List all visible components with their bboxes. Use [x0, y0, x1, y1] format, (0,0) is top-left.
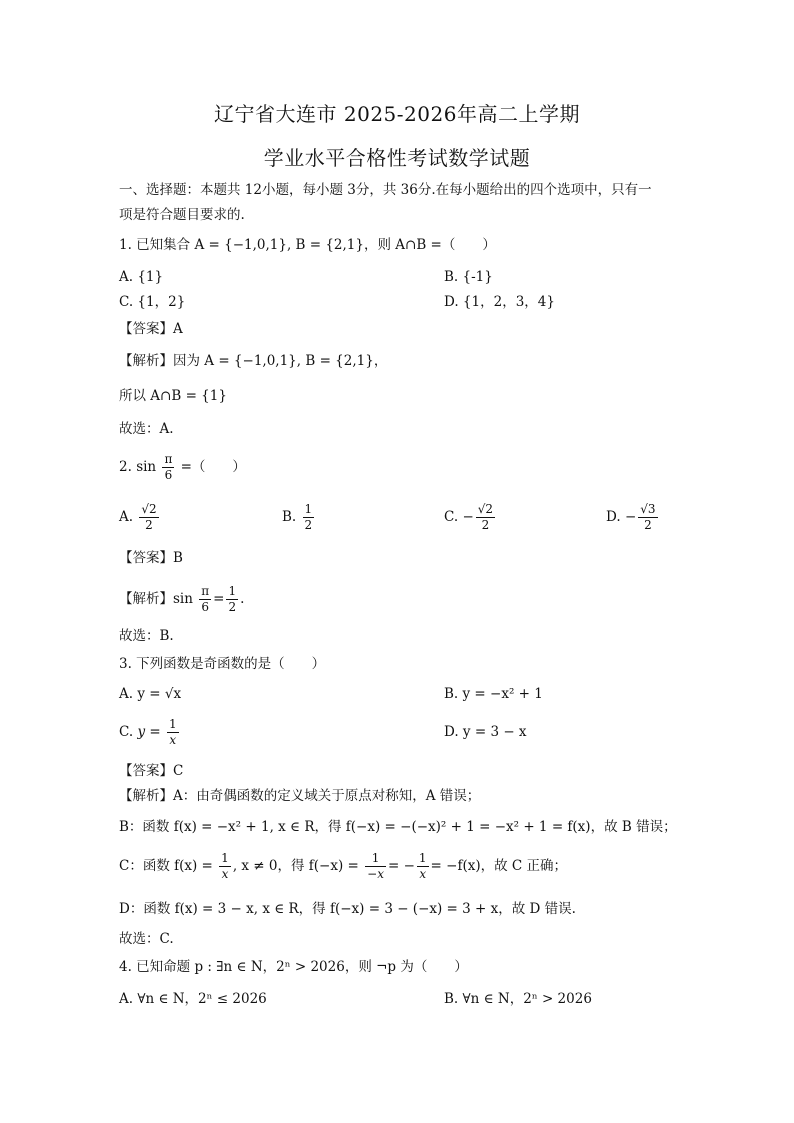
section-intro-1: 一、选择题：本题共 12小题，每小题 3分，共 36分.在每小题给出的四个选项中，只有一 — [119, 182, 652, 198]
title-line-2: 学业水平合格性考试数学试题 — [263, 146, 531, 170]
q3-explain-c-prefix: C：函数 f(x) = — [119, 858, 213, 874]
q1-option-b: B. {-1} — [444, 269, 493, 285]
q3-explain-c — [119, 851, 567, 882]
q2-explain-prefix: 【解析】 — [119, 591, 173, 607]
q3-ec-num1: 1 — [221, 851, 229, 865]
q2-a-den: 2 — [145, 518, 153, 532]
q4-option-a: A. ∀n ∈ N，2ⁿ ≤ 2026 — [119, 991, 267, 1007]
q2-b-num: 1 — [304, 502, 313, 516]
q2-explain-end: . — [240, 591, 245, 607]
q2-explain-frac — [199, 584, 211, 615]
q2-a-frac — [139, 502, 158, 533]
q3-c-y: y = — [137, 724, 161, 740]
q2-frac — [162, 452, 174, 483]
q2-d-label: D. — [606, 509, 621, 525]
q1-option-a: A. {1} — [119, 269, 164, 285]
q2-explain-num: π — [201, 584, 210, 598]
q2-eq-paren: =（ ） — [180, 459, 246, 475]
q1-option-d: D. {1，2，3，4} — [444, 294, 555, 310]
q3-option-a: A. y = √x — [119, 686, 182, 702]
q3-ec-num3: 1 — [418, 851, 427, 865]
q1-answer: 【答案】A — [119, 321, 183, 337]
q3-option-b: B. y = −x² + 1 — [444, 686, 543, 702]
q3-ec-den2: −x — [367, 867, 384, 881]
q3-c-label: C. — [119, 724, 134, 740]
q2-b-frac — [303, 502, 315, 533]
q2-answer: 【答案】B — [119, 550, 183, 566]
q2-frac-num: π — [164, 452, 173, 466]
q3-explain-c-frac2 — [365, 851, 386, 882]
q3-answer: 【答案】C — [119, 763, 184, 779]
q3-c-frac — [167, 717, 179, 748]
q2-a-label: A. — [119, 509, 134, 525]
q2-b-label: B. — [282, 509, 297, 525]
q2-stem — [119, 452, 246, 483]
q3-c-num: 1 — [168, 717, 177, 731]
q3-explain-c-frac3 — [417, 851, 429, 882]
q3-explain-c-frac1 — [219, 851, 231, 882]
q2-option-b — [282, 502, 316, 533]
q3-choose: 故选：C. — [119, 931, 174, 947]
q3-ec-num2: 1 — [365, 851, 386, 867]
title-line-1: 辽宁省大连市 2025-2026年高二上学期 — [214, 102, 580, 126]
q2-c-den: 2 — [481, 518, 490, 532]
q2-d-minus: − — [624, 509, 637, 525]
q2-num: 2. — [119, 459, 132, 475]
q3-ec-den1: x — [221, 867, 229, 881]
q2-frac-den: 6 — [164, 468, 173, 482]
q2-explain-sin: sin — [173, 591, 193, 607]
q1-explain-2: 所以 A∩B = {1} — [119, 388, 227, 404]
q3-explain-c-mid1: , x ≠ 0，得 f(−x) = — [232, 858, 359, 874]
q3-explain-c-end: = −f(x)，故 C 正确； — [430, 858, 568, 874]
q2-explain-eq: = — [213, 591, 225, 607]
section-intro-2: 项是符合题目要求的. — [119, 207, 245, 223]
q4-option-b: B. ∀n ∈ N，2ⁿ > 2026 — [444, 991, 592, 1007]
q2-d-num: √3 — [640, 502, 656, 516]
q2-b-den: 2 — [304, 518, 313, 532]
q2-explain-den: 6 — [201, 600, 210, 614]
q2-option-d — [606, 502, 660, 533]
q1-explain-1: 【解析】因为 A = {−1,0,1}, B = {2,1}， — [119, 353, 388, 369]
q2-sin: sin — [136, 459, 157, 475]
q2-result-num: 1 — [228, 584, 237, 598]
q2-option-c — [444, 502, 497, 533]
q3-explain-b: B：函数 f(x) = −x² + 1, x ∈ R，得 f(−x) = −(−x)² + 1 = −x² + 1 = f(x)，故 B 错误； — [119, 819, 677, 835]
q2-result-den: 2 — [228, 600, 237, 614]
q2-c-label: C. — [444, 509, 459, 525]
q1-stem: 1. 已知集合 A = {−1,0,1}, B = {2,1}，则 A∩B =（ ） — [119, 237, 496, 253]
q3-explain-d: D：函数 f(x) = 3 − x, x ∈ R，得 f(−x) = 3 − (−x) = 3 + x，故 D 错误. — [119, 901, 576, 917]
q2-d-frac — [638, 502, 657, 533]
q3-stem: 3. 下列函数是奇函数的是（ ） — [119, 656, 326, 672]
q2-c-num: √2 — [477, 502, 494, 516]
q2-d-den: 2 — [644, 518, 652, 532]
q1-option-c: C. {1，2} — [119, 294, 186, 310]
q3-explain-c-mid2: = − — [387, 858, 415, 874]
q3-c-den: x — [169, 733, 177, 747]
q3-ec-den3: x — [419, 867, 427, 881]
q2-c-minus: − — [462, 509, 474, 525]
q4-stem: 4. 已知命题 p : ∃n ∈ N，2ⁿ > 2026，则 ¬p 为（ ） — [119, 959, 468, 975]
q2-a-num: √2 — [141, 502, 157, 516]
q1-choose: 故选：A. — [119, 421, 174, 437]
q2-choose: 故选：B. — [119, 628, 174, 644]
q2-explain — [119, 584, 244, 615]
q2-explain-result — [226, 584, 238, 615]
q2-option-a — [119, 502, 161, 533]
q3-option-c — [119, 717, 181, 748]
q3-explain-a: 【解析】A：由奇偶函数的定义域关于原点对称知，A 错误； — [119, 788, 481, 804]
q2-c-frac — [476, 502, 495, 533]
q3-option-d: D. y = 3 − x — [444, 724, 527, 740]
